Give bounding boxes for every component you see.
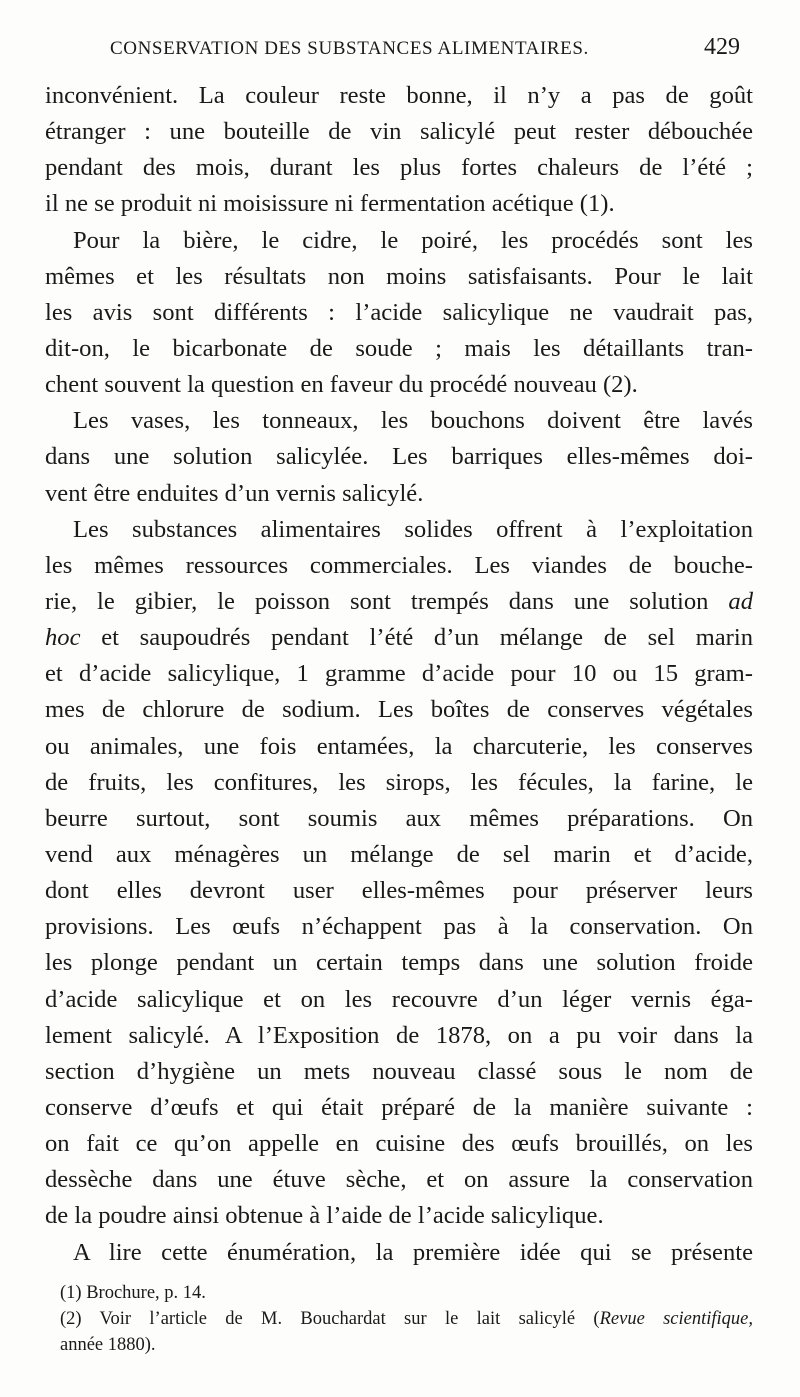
text-line: beurre surtout, sont soumis aux mêmes préparations. On (45, 804, 753, 832)
text-line: Pour la bière, le cidre, le poiré, les procédés sont les (73, 226, 753, 254)
text-line: de fruits, les confitures, les sirops, les fécules, la farine, le (45, 768, 753, 796)
text-line: les plonge pendant un certain temps dans une solution froide (45, 949, 753, 977)
text-line: Les vases, les tonneaux, les bouchons doivent être lavés (73, 407, 753, 435)
text-line: on fait ce qu’on appelle en cuisine des œufs brouillés, on les (45, 1130, 753, 1158)
text-line: dans une solution salicylée. Les barriques elles-mêmes doi- (45, 443, 753, 471)
footnote-2 (60, 1306, 753, 1332)
footnote-2-journal: Revue scientifique, (599, 1309, 754, 1329)
text-line (45, 584, 753, 620)
text-line: il ne se produit ni moisissure ni fermentation acétique (1). (45, 190, 615, 218)
text-line: vend aux ménagères un mélange de sel marin et d’acide, (45, 840, 753, 868)
text-line: les avis sont différents : l’acide salicylique ne vaudrait pas, (45, 298, 753, 326)
text-segment: rie, le gibier, le poisson sont trempés dans une solution (45, 587, 709, 615)
text-line: pendant des mois, durant les plus fortes chaleurs de l’été ; (45, 154, 753, 182)
text-line: de la poudre ainsi obtenue à l’aide de l’acide salicylique. (45, 1202, 604, 1230)
text-line: conserve d’œufs et qui était préparé de la manière suivante : (45, 1093, 753, 1121)
text-line: d’acide salicylique et on les recouvre d’un léger vernis éga- (45, 985, 753, 1013)
text-line: A lire cette énumération, la première idée qui se présente (73, 1238, 753, 1266)
text-line: provisions. Les œufs n’échappent pas à la conservation. On (45, 913, 753, 941)
text-line: vent être enduites d’un vernis salicylé. (45, 479, 424, 507)
running-head: CONSERVATION DES SUBSTANCES ALIMENTAIRES. (110, 38, 589, 59)
italic-term: ad (728, 587, 753, 615)
text-line: section d’hygiène un mets nouveau classé sous le nom de (45, 1057, 753, 1085)
text-line: et d’acide salicylique, 1 gramme d’acide pour 10 ou 15 gram- (45, 660, 753, 688)
footnote-2-text: (2) Voir l’article de M. Bouchardat sur le lait salicylé ( (60, 1309, 600, 1329)
text-line (45, 620, 753, 656)
footnote-2-continuation: année 1880). (60, 1335, 156, 1355)
text-line: chent souvent la question en faveur du procédé nouveau (2). (45, 371, 638, 399)
text-segment: et saupoudrés pendant l’été d’un mélange de sel marin (101, 624, 753, 652)
page-header (110, 34, 740, 70)
text-line: les mêmes ressources commerciales. Les viandes de bouche- (45, 551, 753, 579)
page-number: 429 (704, 34, 740, 60)
footnote-1: (1) Brochure, p. 14. (60, 1283, 206, 1303)
italic-term: hoc (45, 624, 81, 652)
text-line: dit-on, le bicarbonate de soude ; mais les détaillants tran- (45, 334, 753, 362)
text-line: ou animales, une fois entamées, la charcuterie, les conserves (45, 732, 753, 760)
text-line: Les substances alimentaires solides offrent à l’exploitation (73, 515, 753, 543)
text-line: mêmes et les résultats non moins satisfaisants. Pour le lait (45, 262, 753, 290)
text-line: mes de chlorure de sodium. Les boîtes de conserves végétales (45, 696, 753, 724)
text-line: dessèche dans une étuve sèche, et on assure la conservation (45, 1166, 753, 1194)
text-line: lement salicylé. A l’Exposition de 1878, on a pu voir dans la (45, 1021, 753, 1049)
text-line: dont elles devront user elles-mêmes pour préserver leurs (45, 877, 753, 905)
body-text (45, 78, 753, 1271)
text-line: étranger : une bouteille de vin salicylé peut rester débouchée (45, 118, 753, 146)
text-line: inconvénient. La couleur reste bonne, il n’y a pas de goût (45, 82, 753, 109)
footnotes (60, 1280, 753, 1358)
